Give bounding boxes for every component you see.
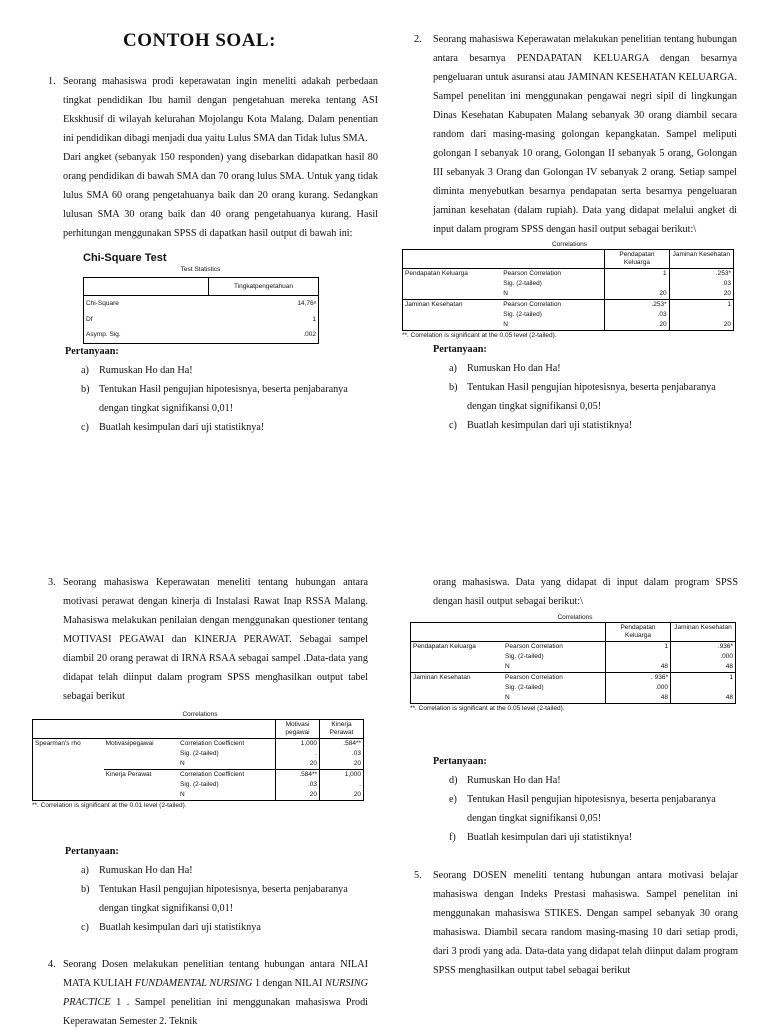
table-row-label: Pearson Correlation [503,642,606,653]
list-item: b) Tentukan Hasil pengujian hipotesisnya, beserta penjabaranya dengan tingkat signifikansi 0,05! [449,382,716,412]
table-row-label: Sig. (2-tailed) [503,280,542,287]
page-title: CONTOH SOAL: [123,30,276,51]
table-row-label: N [180,760,185,767]
table-cell [606,652,671,662]
chi-square-table [83,277,319,344]
table-row-label: Pendapatan Keluarga [403,269,502,280]
table-row-label: Pearson Correlation [501,300,605,311]
correlations-table [402,249,734,331]
table-row-label: Sig. (2-tailed) [505,653,544,660]
table-header: Kinerja Perawat [320,720,364,739]
table-cell: 48 [671,662,736,673]
question-text: orang mahasiswa. Data yang didapat di input dalam program SPSS dengan hasil output sebagai berikut:\ [433,577,738,607]
table-cell [605,279,669,289]
table-row-label: Spearman's rho [33,739,104,750]
list-item: c) Buatlah kesimpulan dari uji statistiknya! [449,420,633,431]
table-cell: 20 [669,320,733,331]
correlations-table [32,719,364,801]
table-cell [671,683,736,693]
question-number: 1. [48,76,56,87]
table-footnote: **. Correlation is significant at the 0.05 level (2-tailed). [402,332,557,339]
pertanyaan-heading: Pertanyaan: [65,846,119,857]
question-text: Seorang mahasiswa prodi keperawatan ingin meneliti adakah perbedaan tingkat pendidikan Ibu hamil dengan pengetahuan mereka tentang ASI Ekskhusif di wilayah kelurahan Mojolangu Kota Malang. Dalam penentian ini pendidikan dibagi menjadi dua yaitu Lulus SMA dan Tidak lulus SMA. [63,76,378,144]
list-item: a) Rumuskan Ho dan Ha! [81,865,193,876]
list-item: a) Rumuskan Ho dan Ha! [81,365,193,376]
question-text: Seorang mahasiswa Keperawatan melakukan penelitian tentang hubungan antara besarnya PENDAPATAN KELUARGA dengan besarnya pengeluaran untuk asuransi atau JAMINAN KESEHATAN KELUARGA. Sampel penelitan ini menggunakan pengawai negri sipil di lingkungan Dinas Kesehatan Kabupaten Malang sebanyak 30 orang diambil secara random dari masing-masing golongan kepangkatan. Sampel meliputi golongan I sebanyak 10 orang, Golongan II sebanyak 5 orang, Golongan III sebanyak 3 Orang dan Golongan IV sebanyak 2 orang. Setiap sampel diminta menyebutkan besarnya pendapatan serta besarnya pengeluaran jaminan kesehatan (dalam rupiah). Data yang didapat melalui angket di input dalam program SPSS dengan hasil output sebagai berikut:\ [433,34,737,235]
pertanyaan-heading: Pertanyaan: [433,756,487,767]
table-row-label: Pendapatan Keluarga [411,642,504,653]
table-cell: 20 [320,790,364,801]
table-row-label: N [178,790,276,801]
table-header: Pendapatan Keluarga [605,250,669,269]
table-cell: 1 [605,269,669,280]
table-cell: .002 [209,328,319,344]
table-cell [669,310,733,320]
pertanyaan-heading: Pertanyaan: [65,346,119,357]
pertanyaan-heading: Pertanyaan: [433,344,487,355]
question-number: 4. [48,959,56,970]
table-row-label: Jaminan Kesehatan [403,300,502,311]
table-caption: Correlations [551,241,588,248]
table-cell: 1,000 [276,739,320,750]
table-cell: 48 [606,693,671,704]
table-cell: 20 [669,289,733,300]
question-3-questions [65,842,365,937]
table-caption: Correlations [557,614,593,621]
question-3-table-block [32,710,368,810]
table-row-label: Sig. (2-tailed) [505,684,544,691]
table-cell: . [320,780,364,790]
table-header: Tingkatpengetahuan [209,278,319,296]
list-item: b) Tentukan Hasil pengujian hipotesisnya, beserta penjabaranya dengan tingkat signifikansi 0,01! [81,884,348,914]
table-row-label: Correlation Coefficient [178,770,276,781]
table-cell: .03 [605,310,669,320]
chi-square-title: Chi-Square Test [83,252,167,264]
table-row-label: Sig. (2-tailed) [180,750,219,757]
table-cell: . [276,749,320,759]
table-header: Jaminan Kesehatan [671,623,736,642]
table-caption: Test Statistics [180,266,221,273]
question-number: 3. [48,577,56,588]
table-cell: 1 [606,642,671,653]
table-cell: 48 [671,693,736,704]
table-cell: 20 [276,790,320,801]
list-item: b) Tentukan Hasil pengujian hipotesisnya, beserta penjabaranya dengan tingkat signifikansi 0,01! [81,384,348,414]
table-cell: .03 [669,279,733,289]
table-cell: . 936* [606,673,671,684]
table-cell: .03 [276,780,320,790]
question-5 [414,866,738,980]
question-2 [402,30,737,435]
table-row-label: Chi-Square [84,296,209,312]
question-text: Seorang Dosen melakukan penelitian tentang hubungan antara NILAI MATA KULIAH FUNDAMENTAL NURSING 1 dengan NILAI NURSING PRACTICE 1 . Sampel penelitian ini menggunakan mahasiswa Prodi Keperawatan Semester 2. Teknik [63,959,369,1027]
table-row-label: Asymp. Sig. [84,328,209,344]
question-4-questions [433,752,738,847]
table-row-label: Sig. (2-tailed) [503,311,542,318]
table-cell: .936* [671,642,736,653]
table-footnote: **. Correlation is significant at the 0.05 level (2-tailed). [410,705,565,712]
table-cell: .253* [669,269,733,280]
table-row-label: Df [84,312,209,328]
list-item: c) Buatlah kesimpulan dari uji statistiknya! [81,422,265,433]
table-row-label: N [503,290,508,297]
table-cell: .000 [671,652,736,662]
table-cell: 20 [605,320,669,331]
table-cell: 1 [669,300,733,311]
table-row-label: Pearson Correlation [501,269,605,280]
table-row-label: Motivasipegawai [104,739,178,750]
table-cell: 48 [606,662,671,673]
table-footnote: **. Correlation is significant at the 0.01 level (2-tailed). [32,802,187,809]
table-cell: .000 [606,683,671,693]
list-item: d) Rumuskan Ho dan Ha! [449,775,561,786]
table-row-label: N [505,663,510,670]
table-row-label: Correlation Coefficient [178,739,276,750]
question-text: Seorang DOSEN meneliti tentang hubungan antara motivasi belajar mahasiswa dengan Indeks Prestasi mahasiswa. Sampel penelitan ini menggunakan mahasiswa STIKES. Dengan sampel sebanyak 30 orang mahasiswa. Diambil secara random masing-masing 10 dari setiap prodi, dari 3 prodi yang ada. Data-data yang didapat telah diinput dalam program SPSS menghasilkan output tabel sebagai berikut [433,870,738,976]
correlations-table [410,622,736,704]
question-4-continued [433,573,738,611]
question-number: 5. [414,870,422,881]
table-header: Pendapatan Keluarga [606,623,671,642]
question-number: 2. [414,34,422,45]
table-cell: .03 [320,749,364,759]
table-row-label: Jaminan Kesehatan [411,673,504,684]
table-cell: .584** [276,770,320,781]
question-4-table-block [410,613,740,713]
table-cell: 20 [320,759,364,770]
list-item: a) Rumuskan Ho dan Ha! [449,363,561,374]
question-text: Seorang mahasiswa Keperawatan meneliti tentang hubungan antara motivasi perawat dengan kinerja di Instalasi Rawat Inap RSSA Malang. Mahasiswa melakukan penilaian dengan menggunakan questioner tentang MOTIVASI PEGAWAI dan KINERJA PERAWAT. Sebagai sampel diambil 20 orang perawat di IRNA RSAA sebagai sampel .Data-data yang didapat telah diinput dalam program SPSS menghasilkan output tabel sebagai berikut [63,577,368,702]
table-cell: 20 [605,289,669,300]
table-row-label: Kinerja Perawat [104,770,178,781]
table-cell: .253* [605,300,669,311]
table-cell: 1 [671,673,736,684]
question-3 [48,573,368,706]
list-item: e) Tentukan Hasil pengujian hipotesisnya, beserta penjabaranya dengan tingkat signifikansi 0,05! [449,794,716,824]
list-item: c) Buatlah kesimpulan dari uji statistiknya [81,922,261,933]
table-header: Motivasi pegawai [276,720,320,739]
table-row-label: N [503,693,606,704]
table-row-label: Pearson Correlation [503,673,606,684]
question-4 [48,955,368,1031]
table-header: Jaminan Kesehatan [669,250,733,269]
question-1 [48,72,378,437]
table-cell: .584** [320,739,364,750]
table-cell: 20 [276,759,320,770]
table-cell: 14,76ᵃ [209,296,319,312]
list-item: f) Buatlah kesimpulan dari uji statistiknya! [449,832,633,843]
table-caption: Correlations [182,711,218,718]
table-row-label: Sig. (2-tailed) [180,781,219,788]
table-cell: 1 [209,312,319,328]
table-cell: 1,000 [320,770,364,781]
question-text: Dari angket (sebanyak 150 responden) yang disebarkan didapatkan hasil 80 orang pendidikan di bawah SMA dan 70 orang lulus SMA. Untuk yang tidak lulus SMA 60 orang pengetahuanya baik dan 20 orang kurang. Sedangkan lulusan SMA 30 orang baik dan 40 orang pengetahuanya kurang. Hasil perhitungan menggunakan SPSS di dapatkan hasil output di bawah ini: [63,152,378,239]
table-row-label: N [501,320,605,331]
